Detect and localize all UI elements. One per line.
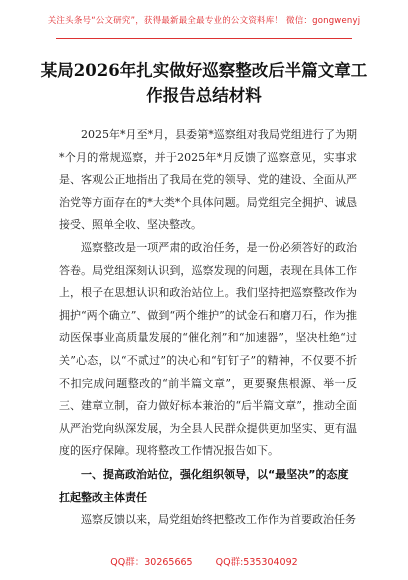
body-section-2 [59, 237, 357, 463]
footer-contacts [0, 554, 408, 568]
paragraph-significance: 巡察整改是一项严肃的政治任务，是一份必须答好的政治答卷。局党组深刻认识到，巡察发现的问题，表现在具体工作上，根子在思想认识和政治站位上。我们坚持把巡察整改作为拥护“两个确立”、做到“两个维护”的试金石和磨刀石，作为推动医保事业高质量发展的“催化剂”和“加速器”，坚决杜绝“过关”心态，以“不贰过”的决心和“钉钉子”的精神，不仅要不折不扣完成问题整改的“前半篇文章”，更要聚焦根源、举一反三、建章立制，奋力做好标本兼治的“后半篇文章”，推动全面从严治党向纵深发展，为全县人民群众提供更加坚实、更有温度的医疗保障。现将整改工作情况报告如下。 [59, 241, 357, 458]
header-banner: 关注头条号“公文研究”，获得最新最全最专业的公文资料库！ 微信：gongwenyj [47, 16, 361, 26]
paragraph-section-1: 巡察反馈以来，局党组始终把整改工作作为首要政治任务 [81, 513, 356, 526]
section-heading-1: 一、提高政治站位，强化组织领导，以“最坚决”的态度扛起整改主体责任 [59, 468, 349, 504]
body-section-1 [59, 124, 357, 237]
footer-qq-group-1: QQ群：30265665 [110, 557, 193, 568]
paragraph-intro: 2025年*月至*月，县委第*巡察组对我局党组进行了为期*个月的常规巡察，并于2025年*月反馈了巡察意见，实事求是、客观公正地指出了我局在党的领导、党的建设、全面从严治党等方面存在的*大类*个具体问题。局党组完全拥护、诚恳接受、照单全收、坚决整改。 [59, 128, 357, 232]
document-title: 某局2026年扎实做好巡察整改后半篇文章工作报告总结材料 [40, 61, 368, 105]
header-divider [56, 38, 352, 39]
footer-qq-group-2: QQ群:535304092 [215, 557, 298, 568]
body-section-3 [59, 509, 357, 532]
